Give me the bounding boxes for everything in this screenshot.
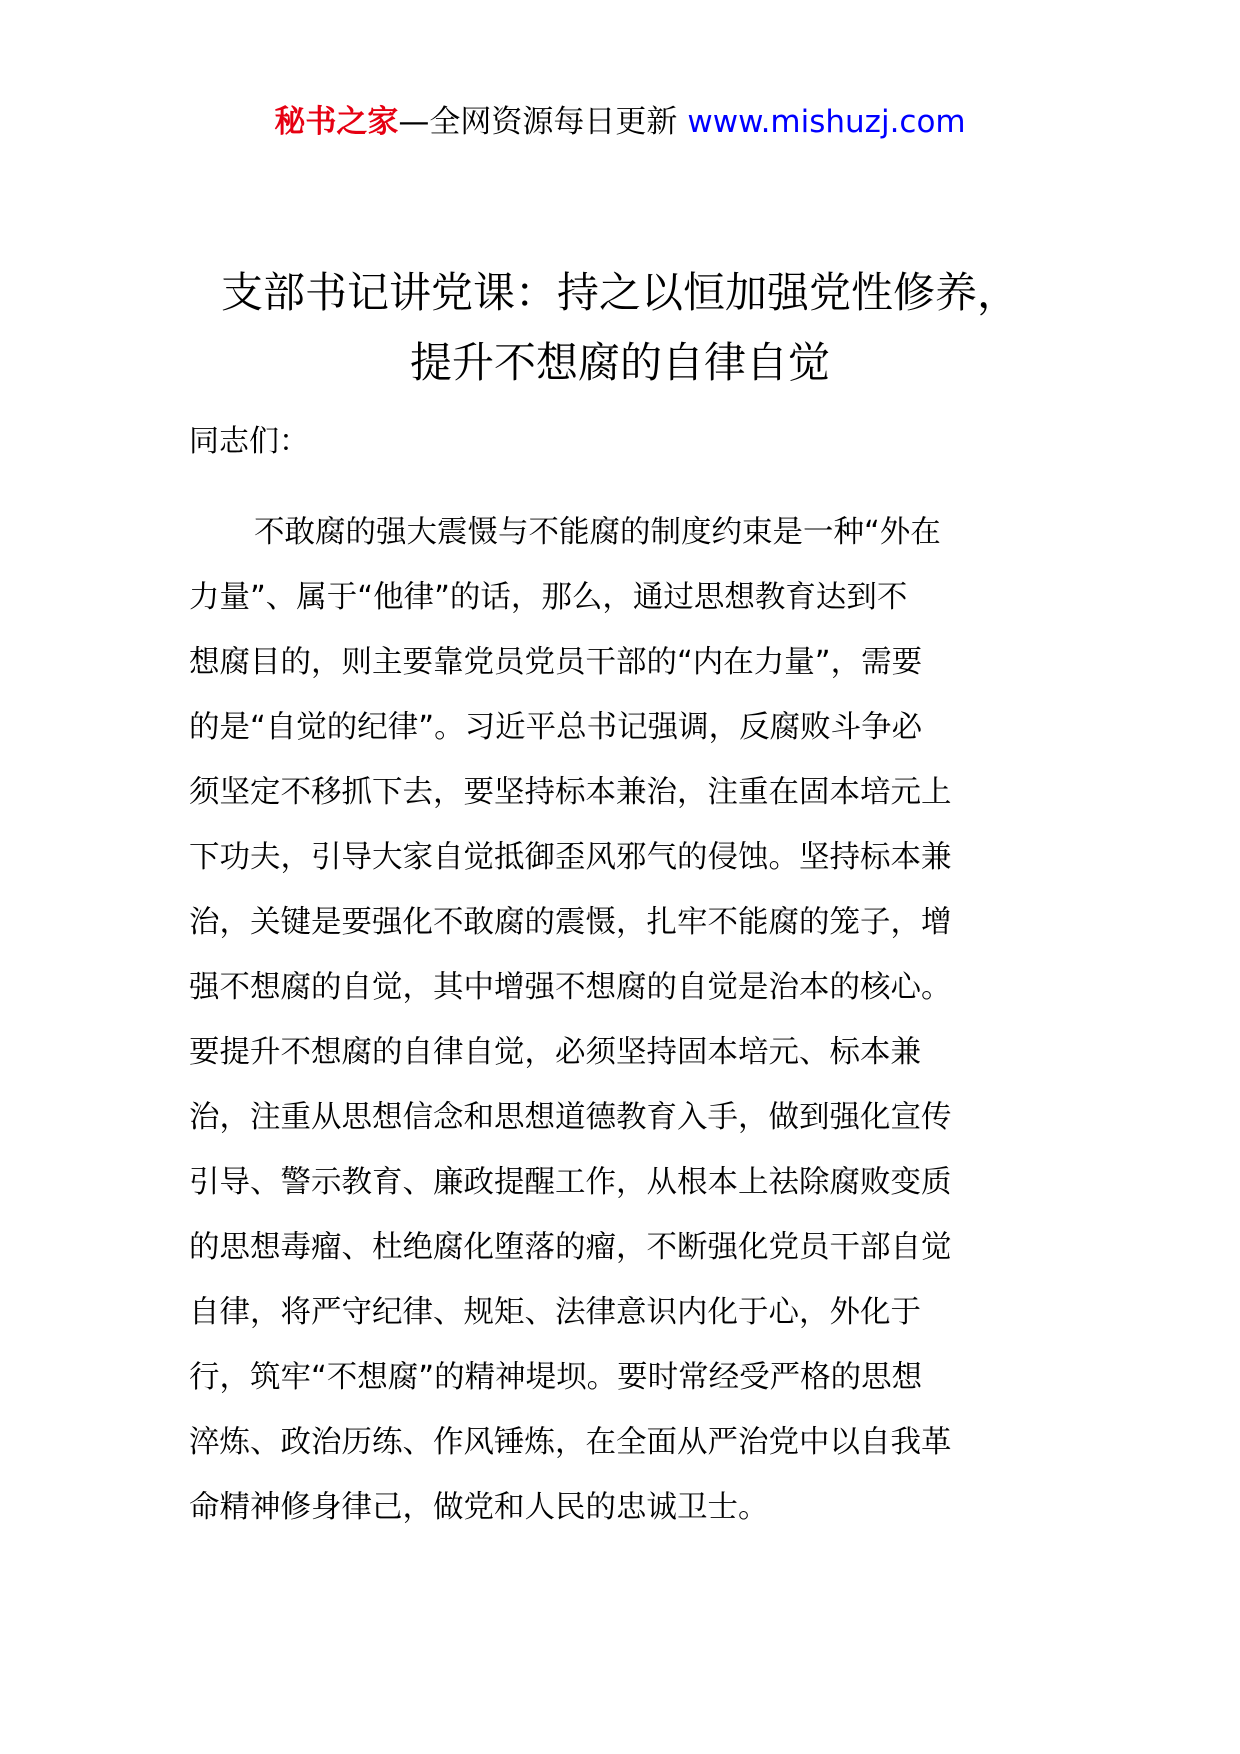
document-title (150, 258, 1090, 398)
body-line: 下功夫，引导大家自觉抵御歪风邪气的侵蚀。坚持标本兼 (189, 840, 952, 875)
site-brand: 秘书之家 (274, 104, 399, 140)
body-paragraph (189, 500, 1059, 1540)
salutation: 同志们： (189, 424, 309, 459)
body-line: 的是“自觉的纪律”。习近平总书记强调，反腐败斗争必 (189, 710, 923, 745)
body-line: 想腐目的，则主要靠党员党员干部的“内在力量”，需要 (189, 645, 923, 680)
body-line: 行，筑牢“不想腐”的精神堤坝。要时常经受严格的思想 (189, 1360, 923, 1395)
body-line: 强不想腐的自觉，其中增强不想腐的自觉是治本的核心。 (189, 970, 952, 1005)
site-url-link[interactable]: www.mishuzj.com (687, 104, 966, 140)
body-line: 淬炼、政治历练、作风锤炼，在全面从严治党中以自我革 (189, 1425, 952, 1460)
body-line: 自律，将严守纪律、规矩、法律意识内化于心，外化于 (189, 1295, 921, 1330)
body-line: 力量”、属于“他律”的话，那么，通过思想教育达到不 (189, 580, 908, 615)
site-header (0, 100, 1240, 144)
body-line: 治，注重从思想信念和思想道德教育入手，做到强化宣传 (189, 1100, 952, 1135)
body-line: 引导、警示教育、廉政提醒工作，从根本上祛除腐败变质 (189, 1165, 952, 1200)
body-line: 须坚定不移抓下去，要坚持标本兼治，注重在固本培元上 (189, 775, 952, 810)
body-line: 命精神修身律己，做党和人民的忠诚卫士。 (189, 1490, 769, 1525)
title-line-2: 提升不想腐的自律自觉 (409, 338, 830, 387)
body-line: 治，关键是要强化不敢腐的震慑，扎牢不能腐的笼子，增 (189, 905, 952, 940)
body-line: 不敢腐的强大震慑与不能腐的制度约束是一种“外在 (254, 515, 941, 550)
title-line-1: 支部书记讲党课：持之以恒加强党性修养， (220, 268, 1019, 317)
body-line: 要提升不想腐的自律自觉，必须坚持固本培元、标本兼 (189, 1035, 921, 1070)
body-line: 的思想毒瘤、杜绝腐化堕落的瘤，不断强化党员干部自觉 (189, 1230, 952, 1265)
site-slogan: —全网资源每日更新 (398, 104, 678, 140)
